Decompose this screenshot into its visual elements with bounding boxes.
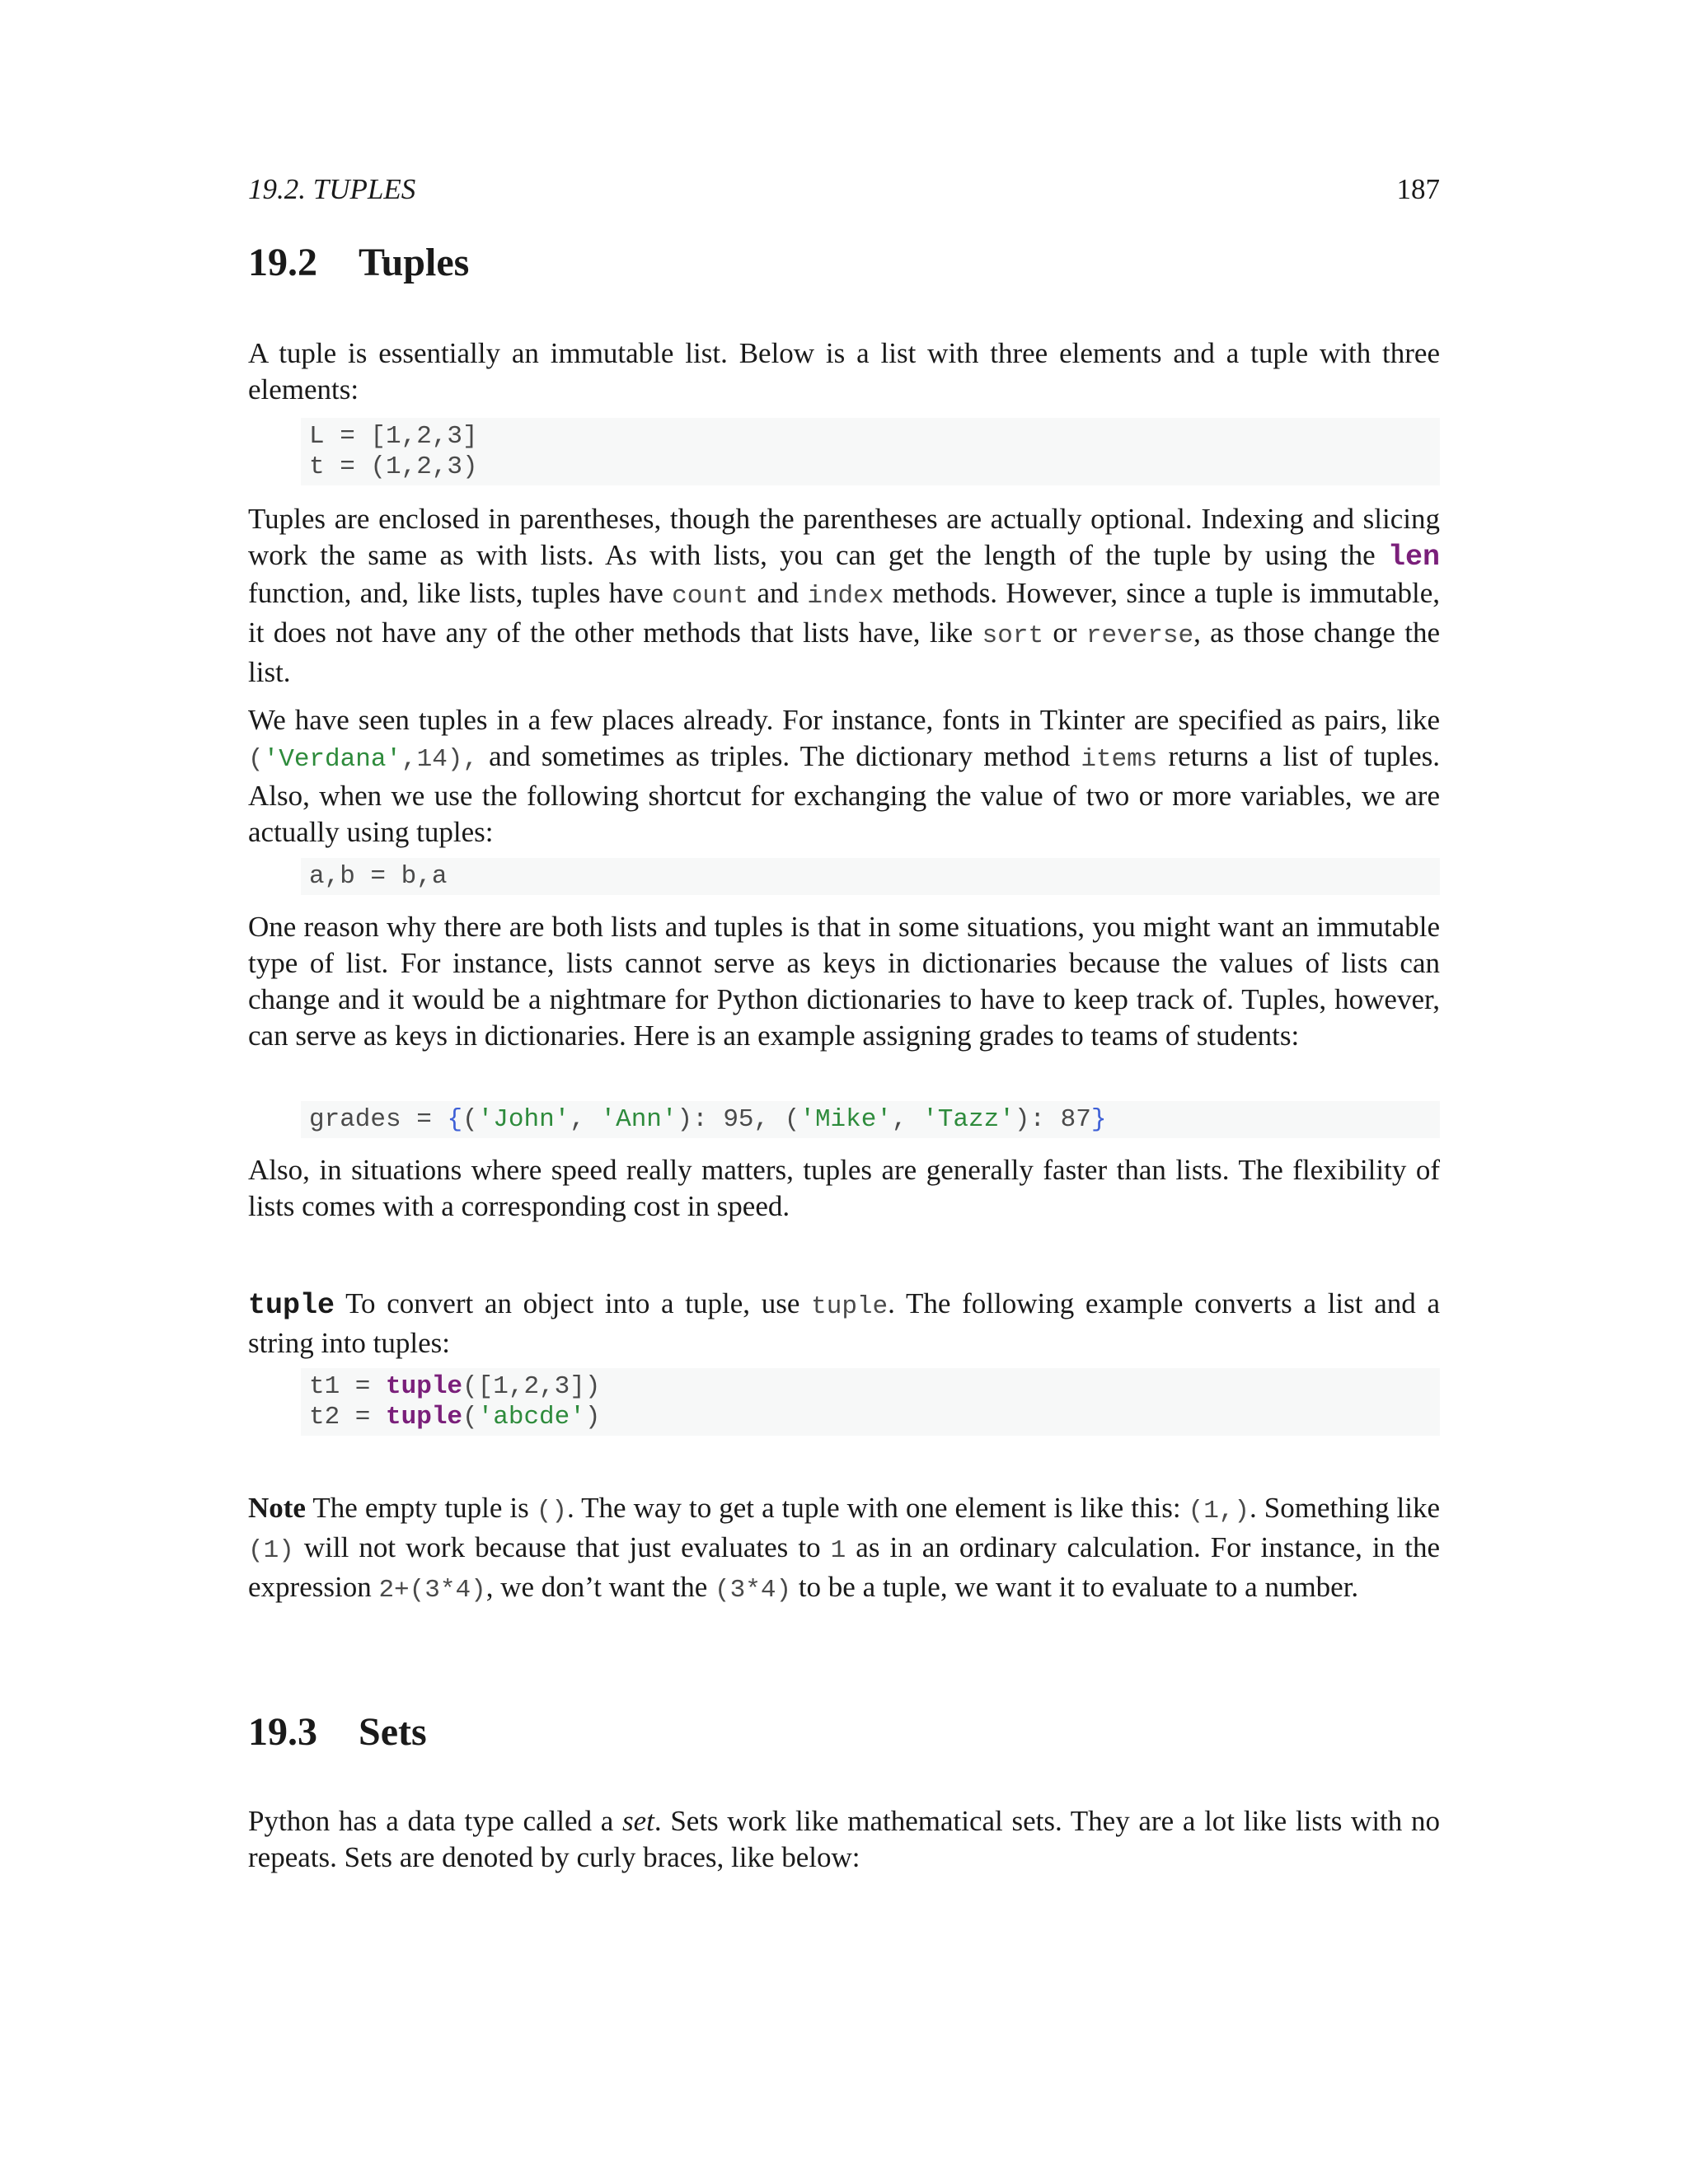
code-keyword: tuple [386, 1372, 463, 1401]
paragraph-intro [248, 335, 1440, 408]
code-line [309, 1402, 1440, 1432]
code-line: t = (1,2,3) [309, 452, 478, 481]
note-label: Note [248, 1492, 306, 1524]
text-run: . The way to get a tuple with one element is like this: [567, 1492, 1189, 1524]
code-token: ): 87 [1014, 1105, 1091, 1134]
section-heading-sets [248, 1708, 427, 1757]
section-title: Tuples [359, 241, 470, 284]
inline-code-font-tuple [248, 745, 478, 774]
text-run: will not work because that just evaluates to [293, 1531, 831, 1563]
code-block-tuple-convert [301, 1368, 1440, 1436]
code-token: ( [462, 1403, 478, 1432]
paragraph-note [248, 1490, 1440, 1609]
code-block-list-tuple [301, 418, 1440, 485]
code-token: ( [248, 745, 264, 774]
text-run: . The following example converts a list and a string into tuples: [248, 1287, 1440, 1359]
code-line: L = [1,2,3] [309, 422, 478, 451]
paragraph-tuples-seen [248, 702, 1440, 851]
inline-code: 2+(3*4) [378, 1576, 486, 1605]
code-line [309, 1371, 1440, 1402]
text-run: We have seen tuples in a few places already. For instance, fonts in Tkinter are specified as pairs, like [248, 704, 1440, 736]
code-string: 'Tazz' [922, 1105, 1015, 1134]
inline-code: (3*4) [715, 1576, 792, 1605]
paragraph-text: A tuple is essentially an immutable list. Below is a list with three elements and a tuple with three elements: [248, 337, 1440, 405]
code-token: t1 = [309, 1372, 387, 1401]
text-run: function, and, like lists, tuples have [248, 577, 673, 609]
text-run: methods. However, since a tuple is immutable, it does not have any of the other methods that lists have, like [248, 577, 1440, 649]
text-run: , as those change the list. [248, 616, 1441, 688]
code-token: , [570, 1105, 601, 1134]
section-number: 19.2 [248, 241, 317, 284]
code-line: a,b = b,a [309, 862, 448, 891]
code-token: ( [462, 1105, 478, 1134]
text-run: Tuples are enclosed in parentheses, though the parentheses are actually optional. Indexing and slicing work the same as with lists. As with lists, you can get the length of the tuple by using the [248, 503, 1440, 571]
running-head-section: 19.2. TUPLES [248, 173, 416, 205]
paragraph-tuple-function [248, 1286, 1440, 1361]
text-run: returns a list of tuples. Also, when we use the following shortcut for exchanging the value of two or more variables, we are actually using tuples: [248, 740, 1440, 848]
inline-code: (1,) [1188, 1497, 1250, 1526]
inline-code-sort: sort [982, 621, 1044, 650]
code-token: , [891, 1105, 923, 1134]
text-run: The empty tuple is [305, 1492, 537, 1524]
code-block-swap [301, 858, 1440, 895]
code-line [309, 1104, 1440, 1135]
inline-code-len: len [1387, 541, 1440, 574]
paragraph-text: Also, in situations where speed really matters, tuples are generally faster than lists. The flexibility of lists comes with a corresponding cost in speed. [248, 1154, 1440, 1222]
code-string: 'Verdana' [263, 745, 402, 774]
text-run: . Sets work like mathematical sets. They are a lot like lists with no repeats. Sets are denoted by curly braces, like below: [248, 1805, 1440, 1873]
paragraph-sets-intro [248, 1803, 1440, 1876]
inline-code-index: index [807, 582, 884, 611]
text-run: . Something like [1250, 1492, 1441, 1524]
code-token: t2 = [309, 1403, 387, 1432]
paragraph-why-tuples [248, 909, 1440, 1054]
text-run: and [748, 577, 808, 609]
code-token: ) [584, 1403, 601, 1432]
code-string: 'John' [477, 1105, 570, 1134]
text-run: and sometimes as triples. The dictionary method [478, 740, 1081, 772]
inline-code: 1 [830, 1536, 846, 1565]
code-brace: } [1090, 1105, 1107, 1134]
inline-code: () [536, 1497, 568, 1526]
code-token: ,14), [401, 745, 479, 774]
code-string: 'Ann' [600, 1105, 678, 1134]
text-run: to be a tuple, we want it to evaluate to a number. [791, 1571, 1359, 1603]
inline-code: (1) [248, 1536, 294, 1565]
inline-code-reverse: reverse [1085, 621, 1194, 650]
section-heading-tuples [248, 238, 469, 288]
text-run: Python has a data type called a [248, 1805, 622, 1837]
inline-code-tuple: tuple [811, 1292, 889, 1321]
section-number: 19.3 [248, 1710, 317, 1754]
code-token: ([1,2,3]) [462, 1372, 601, 1401]
code-block-grades [301, 1101, 1440, 1138]
text-run: , we don’t want the [485, 1571, 715, 1603]
text-run: To convert an object into a tuple, use [335, 1287, 812, 1319]
inline-code-items: items [1081, 745, 1158, 774]
paragraph-lead-tuple: tuple [248, 1289, 335, 1322]
inline-code-count: count [672, 582, 749, 611]
paragraph-speed [248, 1152, 1440, 1225]
paragraph-tuple-methods [248, 501, 1440, 691]
code-token: grades = [309, 1105, 448, 1134]
section-title: Sets [359, 1710, 427, 1754]
code-string: 'Mike' [799, 1105, 892, 1134]
code-string: 'abcde' [477, 1403, 585, 1432]
text-run: as in an ordinary calculation. For instance, in the expression [248, 1531, 1440, 1603]
code-keyword: tuple [386, 1403, 463, 1432]
emphasis-set: set [621, 1805, 654, 1837]
text-run: or [1043, 616, 1086, 649]
code-brace: { [447, 1105, 463, 1134]
paragraph-text: One reason why there are both lists and tuples is that in some situations, you might want an immutable type of list. For instance, lists cannot serve as keys in dictionaries because the values of lists can change and it would be a nightmare for Python dictionaries to have to keep track of. Tuples, however, can serve as keys in dictionaries. Here is an example assigning grades to teams of students: [248, 911, 1440, 1052]
page-number: 187 [1396, 173, 1440, 205]
code-token: ): 95, ( [677, 1105, 800, 1134]
